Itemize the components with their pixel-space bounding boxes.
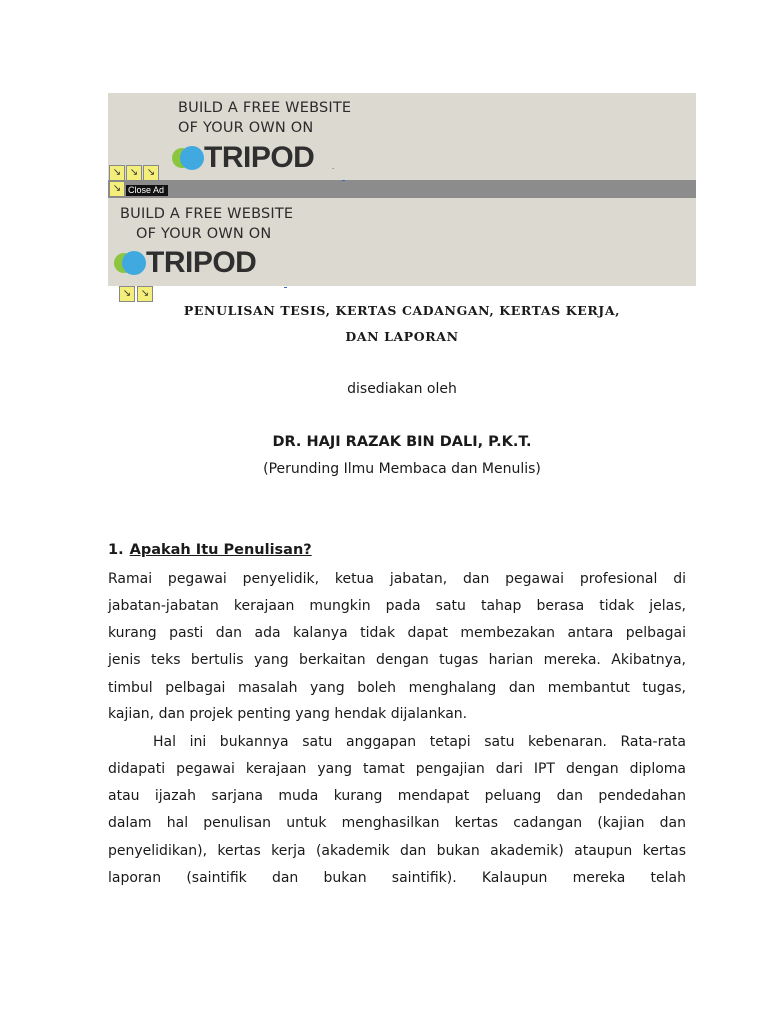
paragraph-line: kajian, dan projek penting yang hendak dijalankan. bbox=[108, 706, 468, 722]
ad-control-icon[interactable]: ↘ bbox=[119, 286, 135, 302]
paragraph-line: jenis teks bertulis yang berkaitan dengan tugas harian mereka. Akibatnya, bbox=[108, 652, 686, 668]
paragraph-line: kurang pasti dan ada kalanya tidak dapat membezakan antara pelbagai bbox=[108, 625, 686, 641]
author-role: (Perunding Ilmu Membaca dan Menulis) bbox=[263, 461, 541, 477]
ad-control-icon[interactable]: ↘ bbox=[126, 165, 142, 181]
link-mark bbox=[284, 287, 287, 288]
paragraph-line: Hal ini bukannya satu anggapan tetapi satu kebenaran. Rata-rata bbox=[153, 734, 686, 750]
banner-1-brand: TRIPOD bbox=[204, 141, 315, 174]
trademark-dot: . bbox=[332, 163, 335, 171]
ad-control-icon[interactable]: ↘ bbox=[137, 286, 153, 302]
section-heading bbox=[108, 542, 312, 558]
prepared-by: disediakan oleh bbox=[347, 381, 457, 397]
section-number: 1. bbox=[108, 542, 124, 558]
paragraph-line: atau ijazah sarjana muda kurang mendapat peluang dan pendedahan bbox=[108, 788, 686, 804]
ad-control-icon[interactable]: ↘ bbox=[109, 165, 125, 181]
banner-2-line-2: OF YOUR OWN ON bbox=[136, 226, 272, 242]
tripod-logo-blue-dot-icon bbox=[122, 251, 146, 275]
close-ad-button[interactable]: Close Ad bbox=[126, 185, 168, 196]
paragraph-line: didapati pegawai kerajaan yang tamat pengajian dari IPT dengan diploma bbox=[108, 761, 686, 777]
link-mark bbox=[342, 180, 345, 181]
ad-control-icon[interactable]: ↘ bbox=[109, 181, 125, 197]
paragraph-line: timbul pelbagai masalah yang boleh menghalang dan membantut tugas, bbox=[108, 680, 686, 696]
paragraph-line: dalam hal penulisan untuk menghasilkan kertas cadangan (kajian dan bbox=[108, 815, 686, 831]
tripod-logo-blue-dot-icon bbox=[180, 146, 204, 170]
paragraph-line: Ramai pegawai penyelidik, ketua jabatan, dan pegawai profesional di bbox=[108, 571, 686, 587]
ad-area[interactable] bbox=[108, 93, 696, 286]
paragraph-line: jabatan-jabatan kerajaan mungkin pada satu tahap berasa tidak jelas, bbox=[108, 598, 686, 614]
author-name: DR. HAJI RAZAK BIN DALI, P.K.T. bbox=[272, 434, 532, 450]
banner-2-line-1: BUILD A FREE WEBSITE bbox=[120, 206, 294, 222]
ad-divider-bar bbox=[108, 180, 696, 198]
banner-1-line-1: BUILD A FREE WEBSITE bbox=[178, 100, 352, 116]
tripod-banner-1[interactable] bbox=[168, 93, 408, 180]
paragraph-line: laporan (saintifik dan bukan saintifik). Kalaupun mereka telah bbox=[108, 870, 686, 886]
ad-control-icon[interactable]: ↘ bbox=[143, 165, 159, 181]
paragraph-line: penyelidikan), kertas kerja (akademik dan bukan akademik) ataupun kertas bbox=[108, 843, 686, 859]
section-title: Apakah Itu Penulisan? bbox=[129, 542, 312, 558]
document-title-line-2: DAN LAPORAN bbox=[345, 329, 459, 344]
banner-1-line-2: OF YOUR OWN ON bbox=[178, 120, 314, 136]
document-title-line-1: PENULISAN TESIS, KERTAS CADANGAN, KERTAS KERJA, bbox=[183, 303, 621, 318]
banner-2-brand: TRIPOD bbox=[146, 246, 257, 279]
tripod-banner-2[interactable] bbox=[108, 198, 348, 286]
